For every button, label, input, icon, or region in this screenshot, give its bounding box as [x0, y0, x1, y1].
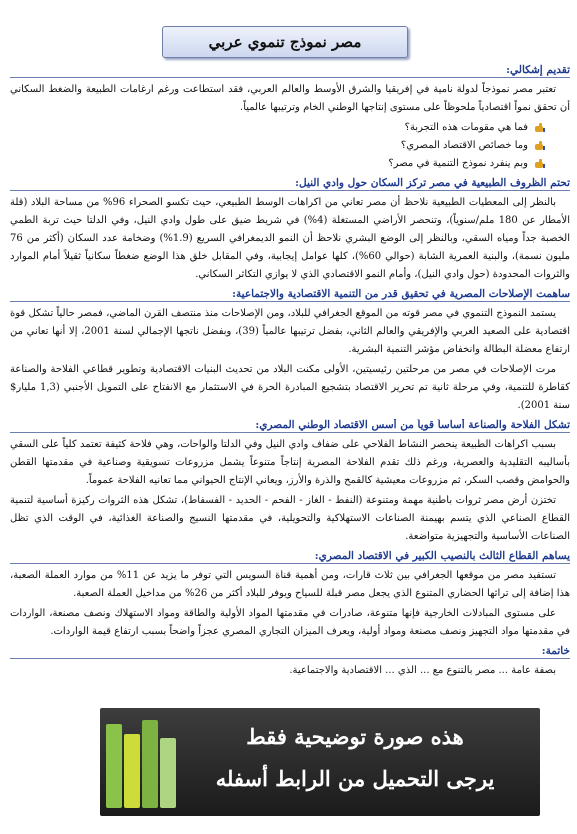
section-natural-conditions — [10, 177, 570, 284]
pointing-hand-icon — [534, 140, 546, 152]
paragraph: على مستوى المبادلات الخارجية فإنها متنوعة، صادرات في مقدمتها المواد الأولية والطاقة ومواد الاستهلاك ونصف مصنعة، الواردات في مقدمتها مواد التجهيز ونصف مصنعة ومواد أولية، ويعرف الميزان التجاري المصري عجزاً واضحاً بسبب ارتفاع قيمة الواردات. — [10, 608, 570, 637]
paragraph: تختزن أرض مصر ثروات باطنية مهمة ومتنوعة (النفط - الغاز - الفحم - الحديد - الفسفاط)، تشكل هذه الثروات ركيزة أساسية لتنمية القطاع الصناعي الذي يتسم بهيمنة الصناعات الاستهلاكية والتحويلية، في مقدمتها النسيج والصناعة الغذائية، في الوقت الذي تظل الصناعات الأساسية والتجهيزية متواضعة. — [10, 495, 570, 542]
page-title: مصر نموذج تنموي عربي — [162, 26, 408, 58]
section-heading: يساهم القطاع الثالث بالنصيب الكبير في الاقتصاد المصري: — [10, 550, 570, 564]
section-conclusion — [10, 645, 570, 680]
question-text: وما خصائص الاقتصاد المصري؟ — [400, 140, 528, 151]
paragraph: تعتبر مصر نموذجاً لدولة نامية في إفريقيا والشرق الأوسط والعالم العربي، فقد استطاعت ورغم ارغامات الطبيعة والضغط السكاني أن تحقق نمواً اقتصادياً ملحوظاً على مستوى إنتاجها الوطني الخام وترتيبها عالمياً. — [10, 84, 570, 113]
pointing-hand-icon — [534, 158, 546, 170]
section-intro — [10, 64, 570, 173]
section-agriculture-industry — [10, 419, 570, 546]
watermark-line-2: يرجى التحميل من الرابط أسفله — [215, 766, 495, 791]
question-text: وبم ينفرد نموذج التنمية في مصر؟ — [388, 158, 528, 169]
section-tertiary — [10, 550, 570, 641]
section-heading: تقديم إشكالي: — [10, 64, 570, 78]
question-item — [10, 137, 570, 155]
section-heading: ساهمت الإصلاحات المصرية في تحقيق قدر من التنمية الاقتصادية والاجتماعية: — [10, 288, 570, 302]
watermark-banner — [100, 708, 540, 816]
paragraph: بالنظر إلى المعطيات الطبيعية نلاحظ أن مصر تعاني من اكراهات الوسط الطبيعي، حيث تكسو الصحراء 96% من مساحة البلاد (قلة الأمطار عن 180 ملم/سنوياً)، وتنحصر الأراضي المستغلة (4%) في شريط ضيق على طول وادي النيل، وفي الدلتا حيث تربة الطمي الخصبة جداً ومياه السقي، وبالنظر إلى الوضع البشري نلاحظ أن النمو الديمغرافي السريع (1.9%) وضخامة عدد السكان (أكثر من 76 مليون نسمة)، والبنية العمرية الشابة (حوالي 60%)، كلها عوامل إيجابية، وفي المقابل خلق هذا الوضع ضغطاً سكانياً ثقيلاً أمام الموارد والثروات المحدودة (حول وادي النيل)، وأمام النمو الاقتصادي الذي لا يوازي التكاثر السكاني. — [10, 197, 570, 280]
paragraph: يستمد النموذج التنموي في مصر قوته من الموقع الجغرافي للبلاد، ومن الإصلاحات منذ منتصف القرن الماضي، فمصر حالياً تشكل قوة اقتصادية على الصعيد العربي والإفريقي والعالم الثاني، بفضل ترتيبها عالمياً (39)، وبفضل ناتجها الإجمالي لسنة 2001، إلا أنها تعاني من ارتفاع معضلة البطالة وانخفاض مؤشر التنمية البشرية. — [10, 308, 570, 355]
paragraph: بسبب اكراهات الطبيعة ينحصر النشاط الفلاحي على ضفاف وادي النيل وفي الدلتا والواحات، وهي فلاحة كثيفة تعتمد كلياً على السقي بأساليبه التقليدية والعصرية، ورغم ذلك تقدم الفلاحة المصرية إنتاجاً متنوعاً يشمل مزروعات تسويقية وصناعية في مقدمتها القطن والحوامض وقصب السكر، ثم مزروعات معيشية كالقمح والذرة والأرز، ويعاني الإنتاج الحيواني مما تعانيه الفلاحة عموماً. — [10, 439, 570, 486]
question-item — [10, 155, 570, 173]
section-reforms — [10, 288, 570, 415]
question-text: فما هي مقومات هذه التجربة؟ — [404, 122, 528, 133]
section-heading: خاتمة: — [10, 645, 570, 659]
section-heading: تحتم الظروف الطبيعية في مصر تركز السكان حول وادي النيل: — [10, 177, 570, 191]
paragraph: تستفيد مصر من موقعها الجغرافي بين ثلاث قارات، ومن أهمية قناة السويس التي توفر ما يزيد عن 11% من موارد العملة الصعبة، هذا إضافة إلى تراثها الحضاري المتنوع الذي يجعل مصر قبلة للسياح ويوفر للبلاد أكثر من 26% من مداخيل العملة الصعبة. — [10, 570, 570, 599]
paragraph: بصفة عامة ... مصر بالتنوع مع ... الذي ... الاقتصادية والاجتماعية. — [289, 665, 556, 676]
question-item — [10, 119, 570, 137]
pointing-hand-icon — [534, 122, 546, 134]
watermark-line-1: هذه صورة توضيحية فقط — [246, 724, 464, 749]
section-heading: تشكل الفلاحة والصناعة أساساً قوياً من أسس الاقتصاد الوطني المصري: — [10, 419, 570, 433]
document-body — [10, 60, 570, 682]
paragraph: مرت الإصلاحات في مصر من مرحلتين رئيسيتين، الأولى مكنت البلاد من تحديث البنيات الاقتصادية وتطوير قطاعي الفلاحة والصناعة كقاطرة للتنمية، وفي مرحلة ثانية تم تحرير الاقتصاد بتشجيع المبادرة الحرة في الاستثمار مع الانفتاح على التمويل الأجنبي (1,3 مليار$ سنة 2001). — [10, 364, 570, 411]
